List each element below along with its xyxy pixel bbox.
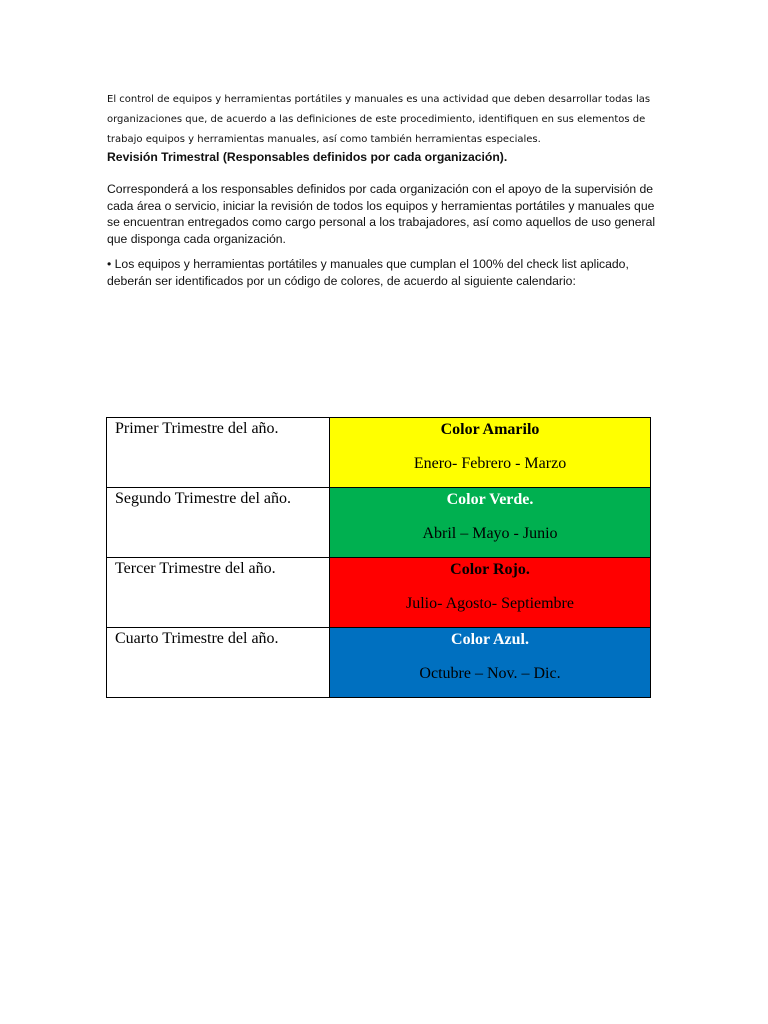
- color-cell: [330, 488, 651, 558]
- section-heading: Revisión Trimestral (Responsables definidos por cada organización).: [107, 150, 508, 164]
- months-label: Octubre – Nov. – Dic.: [419, 665, 561, 682]
- bullet-paragraph: • Los equipos y herramientas portátiles y manuales que cumplan el 100% del check list aplicado, deberán ser identificados por un código de colores, de acuerdo al siguiente calendario:: [107, 257, 629, 288]
- intro-paragraph: El control de equipos y herramientas portátiles y manuales es una actividad que deben desarrollar todas las organizaciones que, de acuerdo a las definiciones de este procedimiento, identifiquen en sus elementos de trabajo equipos y herramientas manuales, así como también herramientas especiales.: [107, 94, 651, 145]
- table-row: [107, 418, 651, 488]
- color-cell: [330, 628, 651, 698]
- table-row: [107, 488, 651, 558]
- color-name: Color Rojo.: [450, 561, 530, 578]
- months-label: Julio- Agosto- Septiembre: [406, 595, 574, 612]
- table-row: [107, 558, 651, 628]
- color-name: Color Azul.: [451, 631, 529, 648]
- body-paragraph: Corresponderá a los responsables definidos por cada organización con el apoyo de la supervisión de cada área o servicio, iniciar la revisión de todos los equipos y herramientas portátiles y manuales que se encuentran entregados como cargo personal a los trabajadores, así como aquellos de uso general que disponga cada organización.: [107, 182, 656, 246]
- months-label: Enero- Febrero - Marzo: [413, 455, 567, 472]
- months-label: Abril – Mayo - Junio: [422, 525, 558, 542]
- color-cell: [330, 558, 651, 628]
- table-row: [107, 628, 651, 698]
- color-calendar-table: [106, 417, 651, 698]
- quarter-label: Tercer Trimestre del año.: [107, 558, 330, 628]
- color-cell: [330, 418, 651, 488]
- quarter-label: Cuarto Trimestre del año.: [107, 628, 330, 698]
- quarter-label: Segundo Trimestre del año.: [107, 488, 330, 558]
- color-name: Color Amarilo: [440, 421, 540, 438]
- color-name: Color Verde.: [446, 491, 534, 508]
- quarter-label: Primer Trimestre del año.: [107, 418, 330, 488]
